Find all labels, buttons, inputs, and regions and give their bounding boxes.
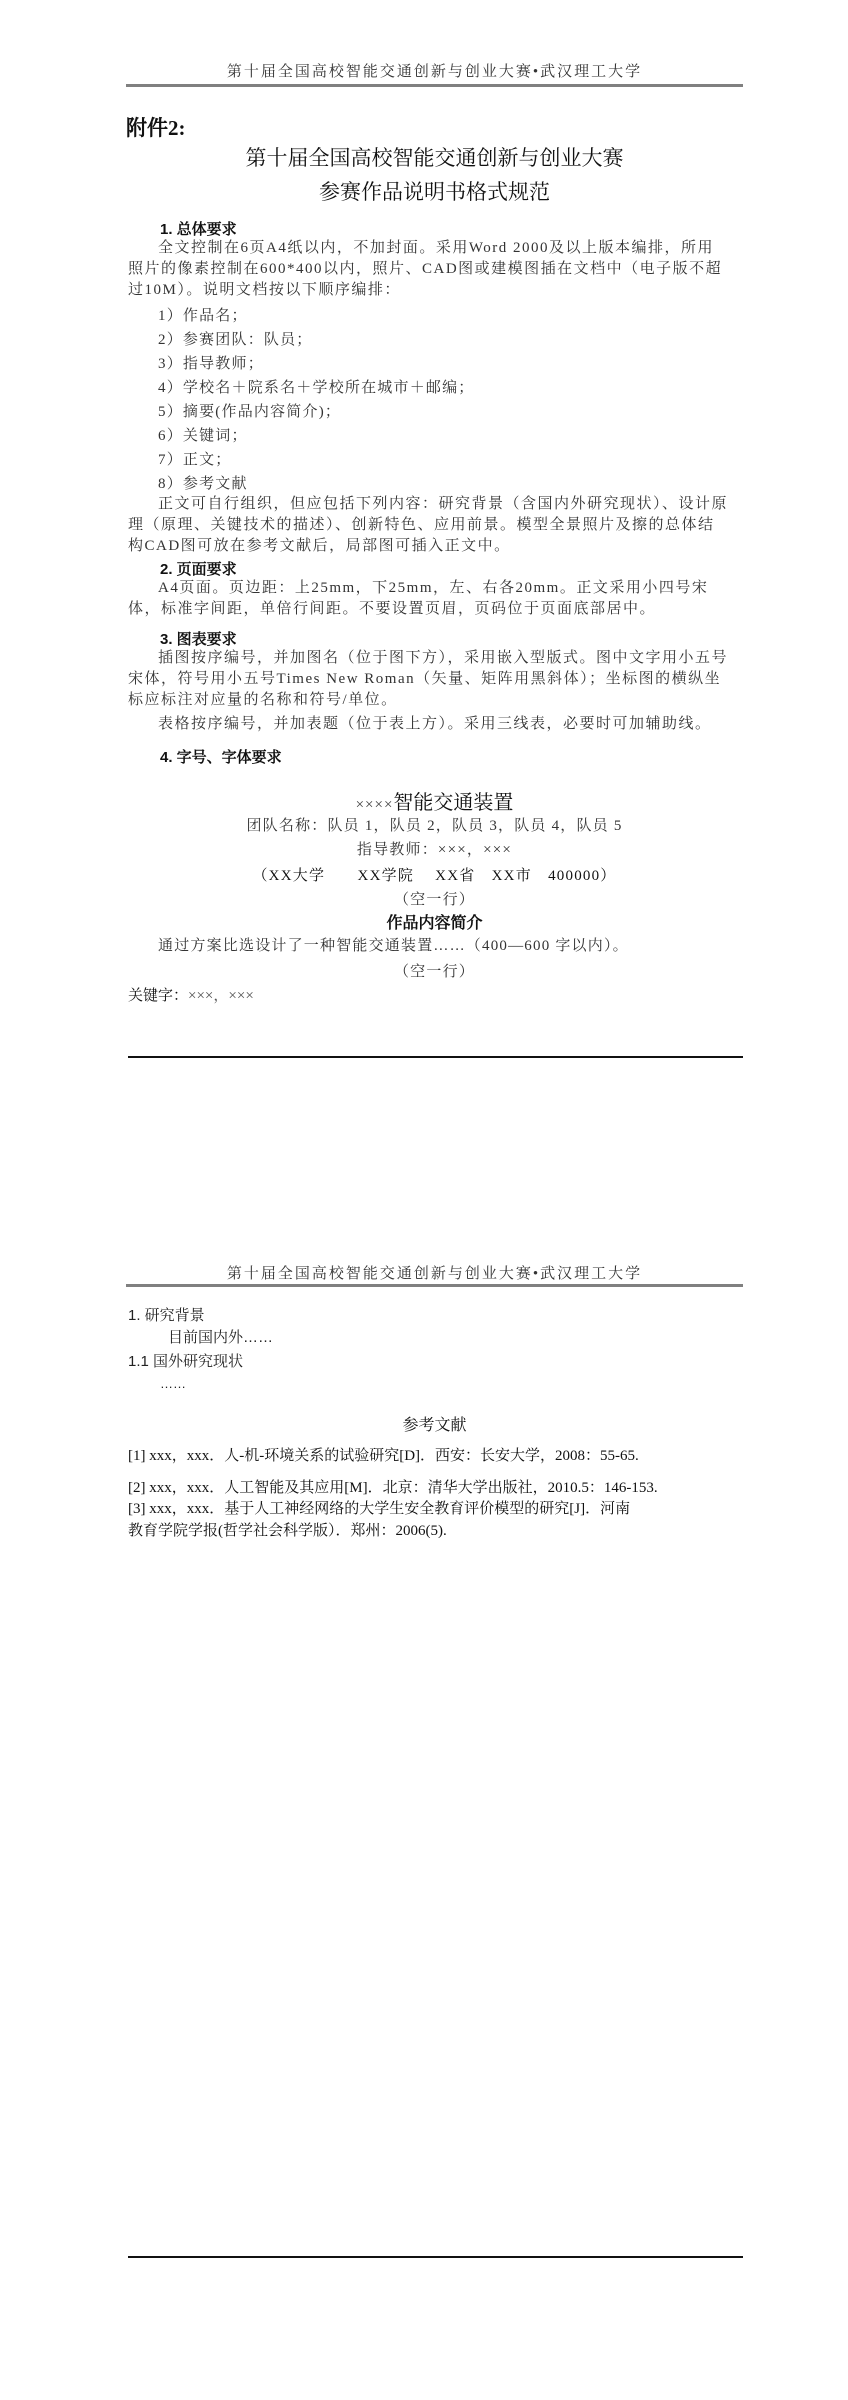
order-item: 3）指导教师；	[158, 356, 264, 372]
reference-item: [1] xxx，xxx．人-机-环境关系的试验研究[D]．西安：长安大学，2008：55-65.	[128, 1448, 639, 1464]
foreign-research-text: ……	[160, 1376, 186, 1391]
sample-abstract: 通过方案比选设计了一种智能交通装置……（400—600 字以内）。	[158, 938, 629, 954]
general-requirements-paragraph: 全文控制在6页A4纸以内，不加封面。采用Word 2000及以上版本编排，所用照片的像素控制在600*400以内，照片、CAD图或建模图插在文档中（电子版不超过10M）。说明文档按以下顺序编排：	[128, 240, 723, 298]
reference-item: [3] xxx，xxx．基于人工神经网络的大学生安全教育评价模型的研究[J]．河南	[128, 1501, 631, 1517]
reference-item-continued: 教育学院学报(哲学社会科学版）．郑州：2006(5).	[128, 1523, 447, 1539]
sample-team: 团队名称：队员 1，队员 2，队员 3，队员 4，队员 5	[246, 818, 623, 834]
attachment-label: 附件2:	[126, 116, 186, 140]
doc-title-line2: 参赛作品说明书格式规范	[319, 181, 550, 204]
order-item: 8）参考文献	[158, 476, 248, 492]
order-item: 4）学校名＋院系名＋学校所在城市＋邮编；	[158, 380, 475, 396]
reference-item: [2] xxx，xxx．人工智能及其应用[M]．北京：清华大学出版社，2010.5：146-153.	[128, 1480, 658, 1496]
order-item: 5）摘要(作品内容简介)；	[158, 404, 342, 420]
section-heading-figures: 3. 图表要求	[160, 631, 237, 648]
section-heading-page: 2. 页面要求	[160, 561, 237, 578]
sample-advisor: 指导教师：×××，×××	[356, 842, 513, 858]
section-heading-general: 1. 总体要求	[160, 221, 237, 238]
sample-blank-line-1: （空一行）	[393, 892, 475, 908]
figure-requirements-paragraph: 插图按序编号，并加图名（位于图下方），采用嵌入型版式。图中文字用小五号宋体，符号用小五号Times New Roman（矢量、矩阵用黑斜体）；坐标图的横纵坐标应标注对应量的名称和符号/单位。	[128, 650, 729, 708]
sample-title-text: 智能交通装置	[393, 792, 514, 814]
page2-running-header: 第十届全国高校智能交通创新与创业大赛•武汉理工大学	[226, 1266, 643, 1282]
heading-foreign-research: 1.1 国外研究现状	[128, 1353, 244, 1370]
sample-blank-line-2: （空一行）	[393, 964, 475, 980]
table-requirements-paragraph: 表格按序编号，并加表题（位于表上方）。采用三线表，必要时可加辅助线。	[158, 716, 712, 732]
sample-abstract-title: 作品内容简介	[386, 915, 483, 932]
heading-research-background: 1. 研究背景	[128, 1307, 205, 1324]
page1-running-header: 第十届全国高校智能交通创新与创业大赛•武汉理工大学	[226, 64, 643, 80]
keywords-label: 关键字：	[128, 987, 189, 1004]
order-item: 1）作品名；	[158, 308, 248, 324]
section-heading-fonts: 4. 字号、字体要求	[160, 749, 282, 766]
doc-title-line1: 第十届全国高校智能交通创新与创业大赛	[245, 147, 624, 170]
research-background-text: 目前国内外……	[168, 1329, 274, 1346]
order-item: 2）参赛团队：队员；	[158, 332, 313, 348]
body-content-paragraph: 正文可自行组织，但应包括下列内容：研究背景（含国内外研究现状）、设计原理（原理、关键技术的描述）、创新特色、应用前景。模型全景照片及擦的总体结构CAD图可放在参考文献后，局部图可插入正文中。	[128, 496, 729, 554]
page1-footer-rule	[128, 1056, 743, 1058]
sample-affiliation: （XX大学 XX学院 XX省 XX市 400000）	[252, 868, 617, 884]
references-title: 参考文献	[402, 1417, 467, 1434]
keywords-value: ×××，×××	[188, 988, 254, 1004]
order-item: 7）正文；	[158, 452, 232, 468]
page1-header-rule	[126, 84, 743, 87]
order-item: 6）关键词；	[158, 428, 248, 444]
sample-title	[126, 786, 743, 815]
page2-header-rule	[126, 1284, 743, 1287]
sample-keywords	[128, 984, 254, 1005]
page2-footer-rule	[128, 2256, 743, 2258]
sample-title-prefix: ××××	[355, 797, 394, 813]
page-requirements-paragraph: A4页面。页边距：上25mm，下25mm，左、右各20mm。正文采用小四号宋体，标准字间距，单倍行间距。不要设置页眉，页码位于页面底部居中。	[128, 580, 709, 617]
